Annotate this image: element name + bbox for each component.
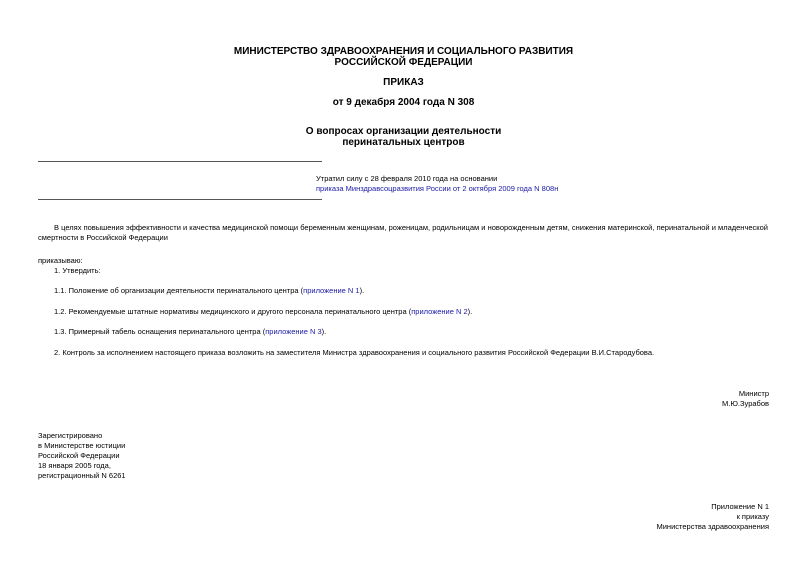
registration-line-5: регистрационный N 6261 (38, 471, 126, 480)
order-word: приказываю: (38, 256, 83, 265)
registration-line-4: 18 января 2005 года, (38, 461, 111, 470)
appendix-heading-line-2: к приказу (736, 512, 769, 521)
registration-line-3: Российской Федерации (38, 451, 120, 460)
document-type: ПРИКАЗ (383, 77, 424, 88)
preamble-paragraph: В целях повышения эффективности и качества медицинской помощи беременным женщинам, роженицам, родильницам и новорожденным детям, снижения материнской, перинатальной и младенческой смертности в Российской Федерации (38, 223, 768, 242)
registration-line-2: в Министерстве юстиции (38, 441, 126, 450)
appendix-heading-line-1: Приложение N 1 (711, 502, 769, 511)
divider-top (38, 161, 322, 162)
appendix-3-link[interactable]: приложение N 3 (265, 327, 322, 336)
item-1-2-text: 1.2. Рекомендуемые штатные нормативы медицинского и другого персонала перинатального центра ( (54, 307, 412, 316)
signature-position: Министр (738, 389, 769, 398)
item-1-3 (54, 327, 326, 337)
item-1-3-text: 1.3. Примерный табель оснащения перинатального центра ( (54, 327, 266, 336)
appendix-heading-line-3: Министерства здравоохранения (656, 522, 769, 531)
ministry-line-2: РОССИЙСКОЙ ФЕДЕРАЦИИ (334, 57, 473, 68)
document-date: от 9 декабря 2004 года N 308 (332, 97, 475, 108)
status-link[interactable]: приказа Минздравсоцразвития России от 2 октября 2009 года N 808н (316, 184, 559, 193)
registration-line-1: Зарегистрировано (38, 431, 103, 440)
document-title-line-1: О вопросах организации деятельности (305, 126, 502, 137)
item-2: 2. Контроль за исполнением настоящего приказа возложить на заместителя Министра здравоохранения и социального развития Российской Федерации В.И.Стародубова. (54, 348, 655, 357)
ministry-line-1: МИНИСТЕРСТВО ЗДРАВООХРАНЕНИЯ И СОЦИАЛЬНОГО РАЗВИТИЯ (233, 46, 574, 57)
item-1-1-end: ). (359, 286, 365, 295)
document-title-line-2: перинатальных центров (342, 137, 465, 148)
item-1: 1. Утвердить: (54, 266, 101, 275)
item-1-1 (54, 286, 364, 296)
appendix-2-link[interactable]: приложение N 2 (411, 307, 468, 316)
status-note: Утратил силу с 28 февраля 2010 года на основании (316, 174, 498, 183)
item-1-2 (54, 307, 472, 317)
divider-bottom (38, 199, 322, 200)
appendix-1-link[interactable]: приложение N 1 (303, 286, 360, 295)
item-1-3-end: ). (321, 327, 327, 336)
signature-name: М.Ю.Зурабов (722, 399, 769, 408)
item-1-1-text: 1.1. Положение об организации деятельности перинатального центра ( (54, 286, 304, 295)
item-1-2-end: ). (467, 307, 473, 316)
